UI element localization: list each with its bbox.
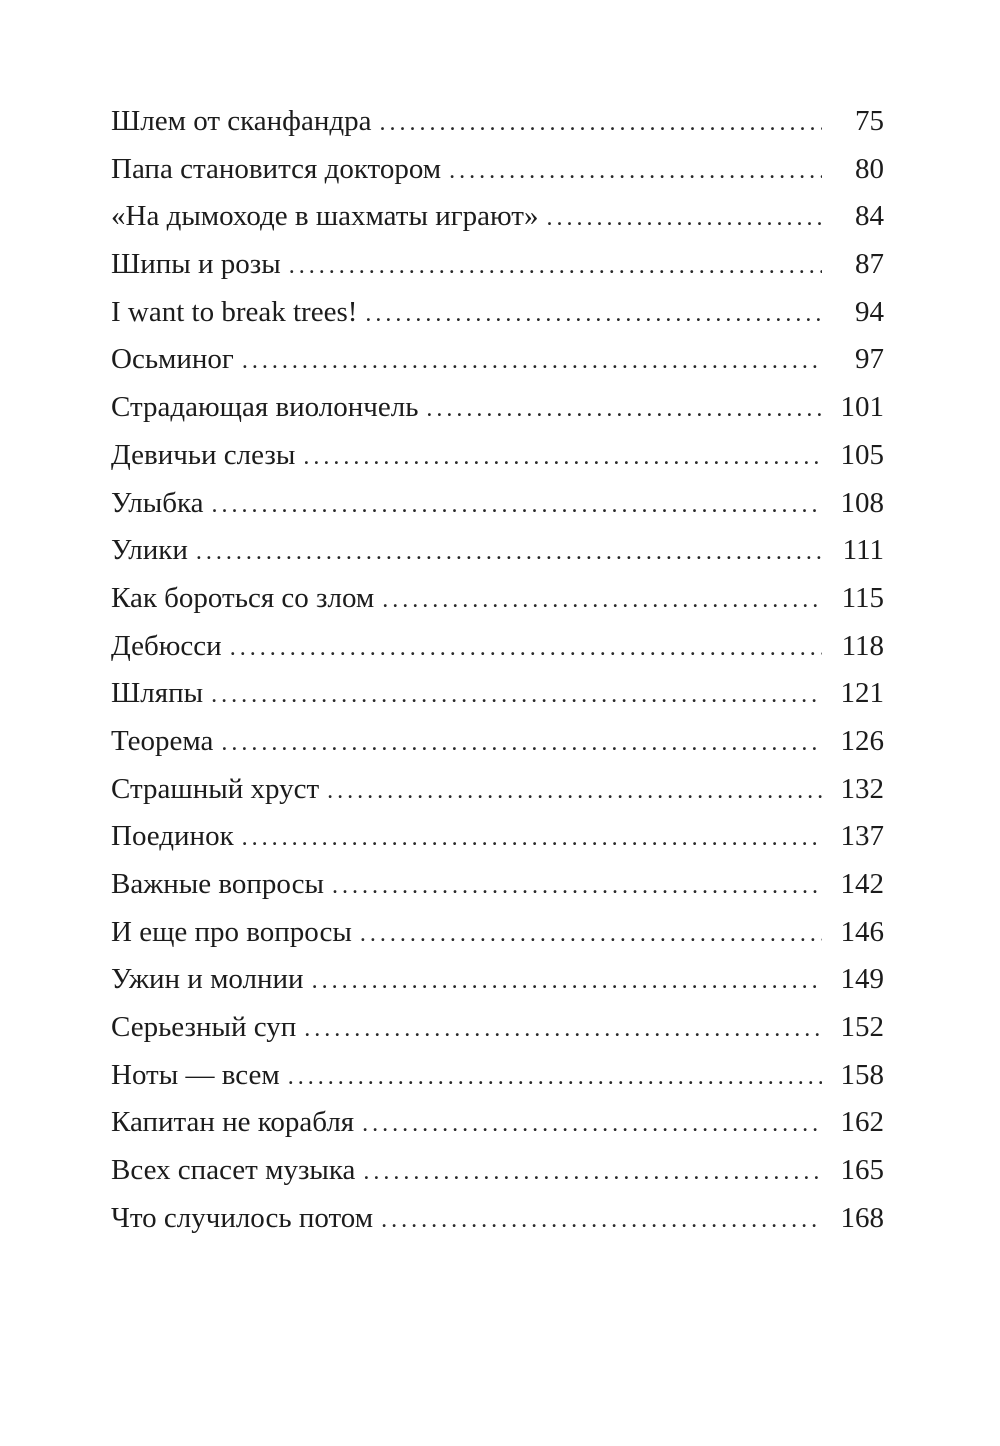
toc-entry <box>111 193 884 241</box>
toc-entry-page: 168 <box>840 1201 884 1234</box>
toc-entry-page: 165 <box>840 1154 884 1187</box>
toc-entry-title: Улики <box>111 534 188 567</box>
toc-entry <box>111 336 884 384</box>
toc-entry <box>111 1147 884 1195</box>
toc-entry-title: Ужин и молнии <box>111 963 304 996</box>
toc-entry <box>111 432 884 480</box>
toc-entry-title: Поединок <box>111 820 234 853</box>
dot-leader <box>546 195 822 243</box>
toc-entry-title: Теорема <box>111 724 214 757</box>
toc-entry-title: Шлем от сканфандра <box>111 105 372 137</box>
toc-entry-title: Шляпы <box>111 677 204 710</box>
dot-leader <box>332 863 822 911</box>
toc-entry <box>111 289 884 337</box>
dot-leader <box>211 672 822 720</box>
toc-entry-page: 101 <box>840 391 884 424</box>
toc-entry <box>111 1099 884 1147</box>
dot-leader <box>382 577 822 625</box>
toc-entry <box>111 1195 884 1243</box>
toc-entry-title: Ноты — всем <box>111 1058 280 1091</box>
toc-entry-page: 126 <box>840 724 884 757</box>
table-of-contents <box>111 98 884 1243</box>
toc-entry-page: 115 <box>841 581 884 614</box>
dot-leader <box>365 291 822 339</box>
toc-entry-title: Важные вопросы <box>111 868 324 900</box>
toc-entry-title: Серьезный суп <box>111 1011 297 1044</box>
toc-entry-page: 162 <box>840 1106 884 1139</box>
toc-entry-title: Дебюсси <box>111 629 222 662</box>
dot-leader <box>221 720 822 768</box>
dot-leader <box>327 768 822 816</box>
toc-entry-title: Шипы и розы <box>111 248 281 281</box>
dot-leader <box>426 386 822 434</box>
dot-leader <box>304 1006 822 1054</box>
toc-entry <box>111 384 884 432</box>
dot-leader <box>362 1101 822 1149</box>
dot-leader <box>381 1197 822 1245</box>
toc-entry-page: 94 <box>855 295 884 328</box>
toc-entry <box>111 98 884 146</box>
toc-entry-title: Папа становится доктором <box>111 152 442 185</box>
dot-leader <box>303 434 822 482</box>
toc-entry-page: 105 <box>840 438 884 471</box>
dot-leader <box>196 529 822 577</box>
toc-entry-title: Улыбка <box>111 486 204 519</box>
toc-entry-title: «На дымоходе в шахматы играют» <box>111 200 539 233</box>
toc-entry-page: 108 <box>840 486 884 519</box>
toc-entry-title: Как бороться со злом <box>111 581 375 614</box>
toc-entry-page: 121 <box>840 677 884 710</box>
toc-entry-title: Девичьи слезы <box>111 438 296 471</box>
toc-entry <box>111 623 884 671</box>
toc-entry-title: I want to break trees! <box>111 295 358 328</box>
toc-entry-page: 111 <box>842 534 884 567</box>
dot-leader <box>312 958 822 1006</box>
toc-entry-page: 84 <box>855 200 884 233</box>
toc-entry <box>111 146 884 194</box>
toc-entry-page: 152 <box>840 1011 884 1044</box>
toc-entry-page: 75 <box>855 105 884 137</box>
toc-entry-title: Страшный хруст <box>111 772 320 805</box>
dot-leader <box>288 1054 822 1102</box>
toc-entry-title: Что случилось потом <box>111 1201 374 1234</box>
toc-entry <box>111 1004 884 1052</box>
toc-entry <box>111 766 884 814</box>
toc-entry-page: 132 <box>840 772 884 805</box>
toc-entry <box>111 956 884 1004</box>
toc-entry-page: 137 <box>840 820 884 853</box>
toc-entry <box>111 861 884 909</box>
toc-entry <box>111 480 884 528</box>
toc-entry <box>111 813 884 861</box>
toc-entry-page: 87 <box>855 248 884 281</box>
dot-leader <box>212 482 823 530</box>
dot-leader <box>289 243 822 291</box>
dot-leader <box>449 148 822 196</box>
toc-entry <box>111 527 884 575</box>
toc-entry-title: И еще про вопросы <box>111 915 352 948</box>
dot-leader <box>379 100 822 148</box>
toc-entry-page: 146 <box>840 915 884 948</box>
toc-entry-page: 80 <box>855 152 884 185</box>
toc-entry <box>111 909 884 957</box>
toc-entry-page: 142 <box>840 868 884 900</box>
toc-entry-page: 158 <box>840 1058 884 1091</box>
toc-entry-page: 149 <box>840 963 884 996</box>
toc-entry-title: Всех спасет музыка <box>111 1154 356 1187</box>
toc-entry <box>111 575 884 623</box>
toc-entry-page: 118 <box>841 629 884 662</box>
toc-entry-page: 97 <box>855 343 884 376</box>
toc-entry-title: Капитан не корабля <box>111 1106 355 1139</box>
toc-entry-title: Осьминог <box>111 343 234 376</box>
toc-entry <box>111 241 884 289</box>
toc-entry <box>111 718 884 766</box>
toc-entry-title: Страдающая виолончель <box>111 391 419 424</box>
dot-leader <box>230 625 822 673</box>
dot-leader <box>363 1149 822 1197</box>
dot-leader <box>242 338 822 386</box>
toc-entry <box>111 1052 884 1100</box>
toc-entry <box>111 670 884 718</box>
dot-leader <box>242 815 822 863</box>
dot-leader <box>360 911 822 959</box>
